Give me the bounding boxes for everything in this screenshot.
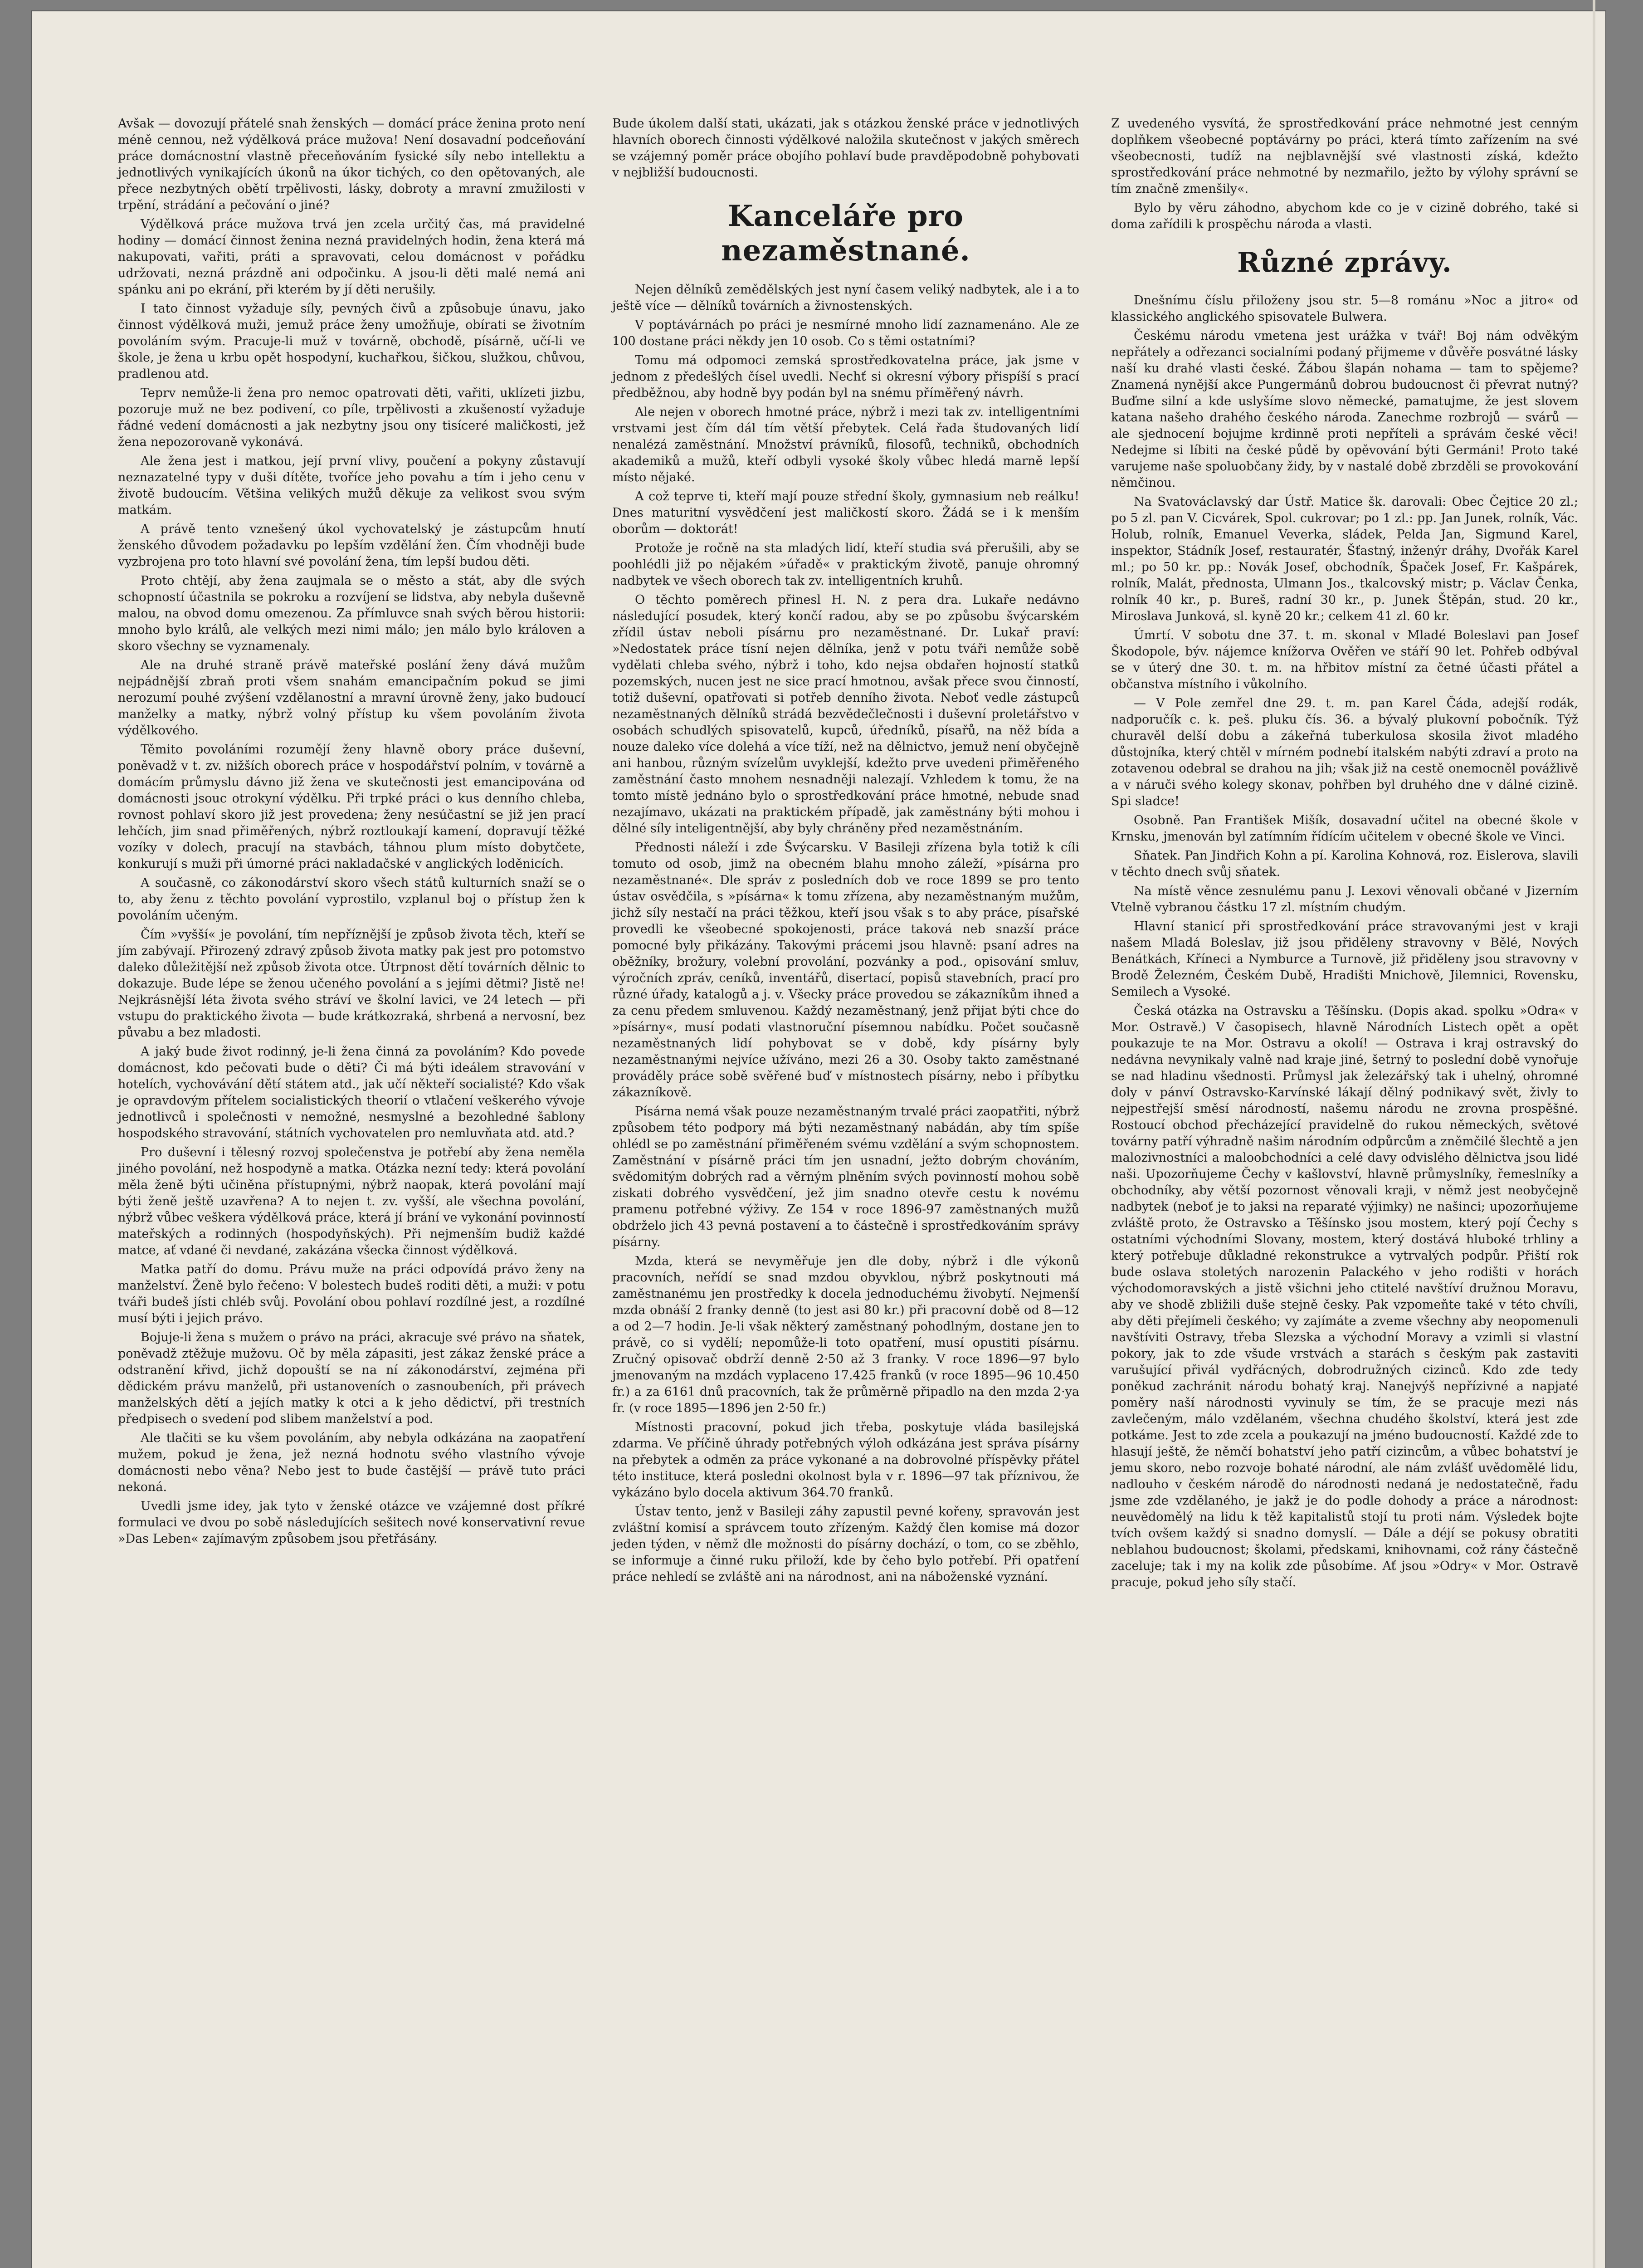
article-paragraph: Tomu má odpomoci zemská sprostředkovatelna práce, jak jsme v jednom z předešlých čísel uvedli. Nechť si okresní výbory přispíší s prací předběžnou, aby hodně byy podán byl na snému příměřený návrh. (612, 353, 1079, 400)
article-paragraph: Těmito povoláními rozumějí ženy hlavně obory práce duševní, poněvadž v t. zv. nižších oborech práce v hospodářství polním, v továrně a domácím průmyslu dávno již žena ve skutečnosti jest emancipována od domácnosti jsouc otrokyní výdělku. Při trpké práci o kus denního chleba, rovnost pohlaví skoro již jest provedena; ženy nesúčastní se již jen prací lehčích, jim snad přiměřených, nýbrž roztloukají kamení, dopravují těžké vozíky v dolech, pracují na stavbách, táhnou plum místo dobytčete, konkurují s muži při úmorné práci nakladačské v anglických loděnicích. (118, 743, 585, 871)
newspaper-page (32, 11, 1605, 2268)
article-paragraph: Čím »vyšší« je povolání, tím nepříznější je způsob života těch, kteří se jím zabývají. Přirozený zdravý způsob života matky pak jest pro potomstvo daleko důležitější než způsob života otce. Útrpnost dětí továrních dělnic to dokazuje. Bude lépe se ženou učeného povolání a s jejími dětmi? Jistě ne! Nejkrásnější léta života svého stráví ve školní lavici, ve 24 letech — při vstupu do praktického života — bude krátkozraká, shrbená a nervosní, bez půvabu a bez mladosti. (118, 928, 585, 1040)
article-paragraph: Ústav tento, jenž v Basileji záhy zapustil pevné kořeny, spravován jest zvláštní komisí a správcem touto zřízeným. Každý člen komise má dozor jeden týden, v němž dle možnosti do písárny dochází, o tom, co se zběhlo, se informuje a činné ruku přiloží, kde by čeho bylo potřebí. Při opatření práce nehledí se zvláště ani na národnost, ani na náboženské vyznání. (612, 1505, 1079, 1584)
article-paragraph: Na Svatováclavský dar Ústř. Matice šk. darovali: Obec Čejtice 20 zl.; po 5 zl. pan V. Cicvárek, Spol. cukrovar; po 1 zl.: pp. Jan Junek, rolník, Vác. Holub, rolník, Emanuel Veverka, sládek, Pelda Jan, Sigmund Karel, inspektor, Stádník Josef, restauratér, Šťastný, inženýr dráhy, Dvořák Karel ml.; po 50 kr. pp.: Novák Josef, obchodník, Špaček Josef, Fr. Kašpárek, rolník, Malát, přednosta, Ulmann Jos., tkalcovský mistr; p. Václav Čenka, rolník 40 kr., p. Bureš, radní 30 kr., p. Junek Štěpán, stud. 20 kr., Miroslava Junková, sl. kyně 20 kr.; celkem 41 zl. 60 kr. (1111, 495, 1578, 623)
article-paragraph: — V Pole zemřel dne 29. t. m. pan Karel Čáda, adejší rodák, nadporučík c. k. peš. pluku čís. 36. a bývalý plukovní pobočník. Týž churavěl delší dobu a zákeřná tuberkulosa skosila život mladého důstojníka, který chtěl v mírném podnebí italském nabýti zdraví a proto na zotavenou odebral se drahou na jih; však již na cestě onemocněl povážlivě a v náruči svého kolegy skonav, pohřben byl druhého dne v dálné cizině. Spi sladce! (1111, 696, 1578, 808)
article-paragraph: Proto chtějí, aby žena zaujmala se o město a stát, aby dle svých schopností účastnila se pokroku a rozvíjení se lidstva, aby nebyla duševně malou, na obvod domu omezenou. Za přímluvce snah svých běrou historii: mnoho bylo králů, ale velkých mezi nimi málo; jen málo bylo královen a skoro všechny se vyznamenaly. (118, 574, 585, 653)
article-paragraph: Ale žena jest i matkou, její první vlivy, poučení a pokyny zůstavují neznazatelné typy v duši dítěte, tvoříce jeho povahu a tím i jeho cenu v životě budoucím. Většina velikých mužů děkuje za velikost svou svým matkám. (118, 454, 585, 517)
article-paragraph: A právě tento vznešený úkol vychovatelský je zástupcům hnutí ženského důvodem požadavku po lepším vzdělání žen. Čím vhodněji bude vyzbrojena pro toto hlavní své povolání žena, tím lepší budou děti. (118, 522, 585, 569)
column-middle (612, 116, 1079, 1588)
article-paragraph: Pro duševní i tělesný rozvoj společenstva je potřebí aby žena neměla jiného povolání, než hospodyně a matka. Otázka nezní tedy: která povolání měla ženě býti učiněna přístupnými, nýbrž naopak, která povolání mají býti ženě ještě uzavřena? A to nejen t. zv. vyšší, ale všechna povolání, nýbrž vůbec veškera výdělková práce, která jí brání ve vykonání povinností mateřských a rodinných (hospodyňských). Při nejmenším budiž každé matce, ať vdané či nevdané, zakázána všecka činnost výdělková. (118, 1145, 585, 1257)
article-paragraph: Sňatek. Pan Jindřich Kohn a pí. Karolina Kohnová, roz. Eislerova, slavili v těchto dnech svůj sňatek. (1111, 849, 1578, 879)
article-paragraph: A současně, co zákonodárství skoro všech států kulturních snaží se o to, aby ženu z těchto povolání vyprostilo, vzplanul boj o přístup žen k povoláním učeným. (118, 876, 585, 923)
article-paragraph: Uvedli jsme idey, jak tyto v ženské otázce ve vzájemné dost příkré formulaci ve dvou po sobě následujících sešitech nové konservativní revue »Das Leben« zajímavým způsobem jsou přetřásány. (118, 1499, 585, 1546)
article-paragraph: Avšak — dovozují přátelé snah ženských — domácí práce ženina proto není méně cennou, než výdělková práce mužova! Není dosavadní podceňování práce domácnostní vlastně přeceňováním fysické síly nebo intellektu a jednotlivých vynikajících úkonů na úkor tichých, co den opětovaných, ale přece nezbytných obětí trpělivosti, lásky, dobroty a mravní zmužilosti v trpění, strádání a pečování o jiné? (118, 117, 585, 212)
column-right (1111, 116, 1578, 1593)
article-paragraph: Místnosti pracovní, pokud jich třeba, poskytuje vláda basilejská zdarma. Ve příčině úhrady potřebných výloh odkázána jest správa písárny na přebytek a odměn za práce vykonané a na dobrovolné příspěvky přátel této instituce, která posledni okolnost byla v r. 1896—97 tak příznivou, že vykázáno bylo docela aktivum 364.70 franků. (612, 1420, 1079, 1500)
section-heading: Různé zprávy. (1237, 247, 1452, 279)
article-paragraph: Ale tlačiti se ku všem povoláním, aby nebyla odkázána na zaopatření mužem, pokud je žena, jež nezná hodnotu svého vlastního vývoje domácnosti nebo věna? Nebo jest to bude častější — právě tuto práci nekoná. (118, 1431, 585, 1494)
article-paragraph: V poptávárnách po práci je nesmírné mnoho lidí zaznamenáno. Ale ze 100 dostane práci někdy jen 10 osob. Co s těmi ostatními? (612, 318, 1079, 348)
article-paragraph: A což teprve ti, kteří mají pouze střední školy, gymnasium neb reálku! Dnes maturitní vysvědčení jest maličkostí skoro. Žádá se i k menším oborům — doktorát! (612, 489, 1079, 536)
article-paragraph: Matka patří do domu. Právu muže na práci odpovídá právo ženy na manželství. Ženě bylo řečeno: V bolestech budeš roditi děti, a muži: v potu tváři budeš jísti chléb svůj. Povolání obou pohlaví rozdílné jest, a rozdílné musí býti i jejich právo. (118, 1262, 585, 1325)
section-heading: Kanceláře pro nezaměstnané. (721, 199, 970, 268)
article-paragraph: Písárna nemá však pouze nezaměstnaným trvalé práci zaopatřiti, nýbrž způsobem této podpory má býti nezaměstnaný nabádán, aby tím spíše ohlédl se po zaměstnání přiměřeném svému vzdělání a svým schopnostem. Zaměstnání v písárně práci tím jen usnadní, ježto dobrým chováním, svědomitým dobrých rad a věrným plněním svých povinností mohou sobě ziskati dobrého vysvědčení, jež jim snadno otevře cestu k novému pramenu potřebné výživy. Ze 154 v roce 1896-97 zaměstnaných mužů obdrželo jich 43 pevná postavení a to částečně i sprostředkováním správy písárny. (612, 1105, 1079, 1249)
column-left (118, 116, 585, 1550)
article-paragraph: Bylo by věru záhodno, abychom kde co je v cizině dobrého, také si doma zařídili k prospěchu národa a vlasti. (1111, 201, 1578, 231)
article-paragraph: Úmrtí. V sobotu dne 37. t. m. skonal v Mladé Boleslavi pan Josef Škodopole, býv. nájemce knížorva Ověřen ve stáří 90 let. Pohřeb odbýval se v úterý dne 30. t. m. na hřbitov místní za četné účasti přátel a občanstva místního i vůkolního. (1111, 628, 1578, 691)
article-paragraph: Ale nejen v oborech hmotné práce, nýbrž i mezi tak zv. intelligentními vrstvami jest čím dál tím větší přebytek. Celá řada študovaných lidí nenalézá zaměstnání. Množství právníků, filosofů, techniků, obchodních akademiků a mužů, kteří odbyli vysoké školy vůbec hledá marně lepší místo nějaké. (612, 405, 1079, 484)
article-paragraph: Mzda, která se nevyměřuje jen dle doby, nýbrž i dle výkonů pracovních, neřídí se snad mzdou obyvklou, nýbrž poskytnouti má zaměstnanému jen prostředky k docela jednoduchému živobytí. Nejmenší mzda obnáší 2 franky denně (to jest asi 80 kr.) při pracovní době od 8—12 a od 2—7 hodin. Je-li však některý zaměstnaný pohodlným, dostane jen to právě, co si vydělí; nepomůže-li toto opatření, musí opustiti písárnu. Zručný opisovač obdrží denně 2·50 až 3 franky. V roce 1896—97 bylo jmenovaným na mzdách vyplaceno 17.425 franků (v roce 1895—96 10.450 fr.) a za 6161 dnů pracovních, tak že průměrně připadlo na den mzda 2·ya fr. (v roce 1895—1896 jen 2·50 fr.) (612, 1254, 1079, 1415)
article-paragraph: Česká otázka na Ostravsku a Těšínsku. (Dopis akad. spolku »Odra« v Mor. Ostravě.) V časopisech, hlavně Národních Listech opět a opět poukazuje te na Mor. Ostravu a okolí! — Ostrava i kraj ostravský do nedávna nevynikaly valně nad kraje jiné, šetrný to poslední době vynořuje se nad hladinu všednosti. Průmysl jak železářský tak i uhelný, ohromné doly v pánví Ostravsko-Karvínské lákají dělný podnikavý svět, živly to nejpestřejší směsí národností, našemu národu ne zrovna prospěšné. Rostoucí obchod přecházející pravidelně do rukou německých, světové továrny patří výhradně našim národním odpůrcům a zněmčilé šlechtě a jen malozivnostníci a maloobchodníci a celé davy odvislého dělnictva jsou lidé naši. Upozorňujeme Čechy v kašlovství, hlavně průmyslníky, řemeslníky a obchodníky, aby větší pozornost věnovali kraji, v němž jest neobyčejně nadbytek (neboť je to jaksi na reparaté výjimky) ne našinci; upozorňujeme zvláště proto, že Ostravsko a Těšínsko jsou mostem, který pojí Čechy s ostatními východními Slovany, mostem, který dostává hluboké trhliny a který potřebuje důkladné rekonstrukce a vytrvalých podpůr. Přiští rok bude oslava stoletých narozenin Palackého v jeho rodišti v horách východomoravských a jistě všichni jeho ctitelé navštíví družnou Moravu, aby ve shodě zbližili duše stejně česky. Pak vzpomeňte také v této chvíli, aby děti přejímeli českého; vy zajímáte a zveme všechny aby neopomenuli navštíviti Ostravy, třeba Slezska a východní Moravy a vzimli si vlastní pokory, jak to zde všude vrstvách a starách s českým pak zastaviti varušující přivál vydřácných, dobrodružných cizinců. Kdo zde tedy poněkud zachránit národu bohatý kraj. Nanejvýš nepřízivné a napjaté poměry naší národnosti vyvinuly se tím, že se pracuje mezi nás zavlečeným, málo vzdělaném, všechna chudého školství, která jest zde potkáme. Jest to zde zcela a poukazují na jméno budoucností. Každé zde to hlasují ještě, že němčí bohatství jeho patří cizincům, a vůbec bohatství je jemu skoro, nebo rozvoje bohaté národní, ale nám zvlášť uvědomělé lidu, nadlouho v českém národě do národnosti nedaná je nedostatečně, řadu jsme zde vzdělaného, je jakž je do podle dohody a práce a národnost: neuvědomělý na lidu k těž kapitalistů stojí tu proti nám. Výsledek bojte tvích ovšem každý si snadno domyslí. — Dále a déjí se pokusy obratiti neblahou budoucnost; školami, předskami, knihovnami, což rány částečně zaceluje; tak i my na kolik zde působíme. Ať jsou »Odry« v Mor. Ostravě pracuje, pokud jeho síly stačí. (1111, 1004, 1578, 1589)
article-paragraph: A jaký bude život rodinný, je-li žena činná za povoláním? Kdo povede domácnost, kdo pečovati bude o děti? Či má býti ideálem stravování v hotelích, vychovávání dětí státem atd., jak učí někteří socialisté? Kdo však je opravdovým přítelem socialistických theorií o vtlačení veškerého vývoje jednotlivců i společnosti v nemožné, nesmyslné a bezohledné šablony hospodského stravování, státních vychovatelen pro nemluvňata atd. atd.? (118, 1045, 585, 1140)
article-paragraph: I tato činnost vyžaduje síly, pevných čivů a způsobuje únavu, jako činnost výdělková muži, jemuž práce ženy umožňuje, obírati se životním povoláním svým. Pracuje-li muž v továrně, obchodě, písárně, učí-li ve škole, je žena u krbu opět hospodyní, kuchařkou, šičkou, služkou, chůvou, pradlenou atd. (118, 302, 585, 381)
article-paragraph: Bojuje-li žena s mužem o právo na práci, akracuje své právo na sňatek, poněvadž ztěžuje mužovu. Oč by měla zápasiti, jest zákaz ženské práce a odstranění křivd, jichž dopouští se na ní zákonodárství, zejména při dědickém právu manželů, při ustanoveních o zasnoubeních, při právech manželských dětí a jejích matky k otci a k jeho dědictví, při trestních předpisech o svedení pod slibem manželství a pod. (118, 1330, 585, 1426)
article-paragraph: Hlavní stanicí při sprostředkování práce stravovanými jest v kraji našem Mladá Boleslav, již jsou přiděleny stravovny v Bělé, Nových Benátkách, Kříneci a Nymburce a Turnově, již přiděleny jsou stravovny v Brodě Železném, Českém Dubě, Hradišti Mnichově, Jilemnici, Rovensku, Semilech a Vysoké. (1111, 919, 1578, 999)
article-paragraph: Dnešnímu číslu přiloženy jsou str. 5—8 románu »Noc a jitro« od klassického anglického spisovatele Bulwera. (1111, 293, 1578, 324)
article-paragraph: Přednosti náleží i zde Švýcarsku. V Basileji zřízena byla totiž k cíli tomuto od osob, jimž na obecném blahu mnoho záleží, »písárna pro nezaměstnané«. Dle správ z posledních dob ve roce 1899 se pro tento ústav osvědčila, s »písárna« k tomu zřízena, aby nezaměstnaným mužům, jichž síly nestačí na práci těžkou, kteří jsou však s to aby práce, písařské provedli ke všeobecné spokojenosti, práce taková neb snazší práce pomocné byly přikázány. Takovými prácemi jsou hlavně: psaní adres na oběžníky, brožury, volební provolání, pozvánky a pod., opisování smluv, výročních zpráv, ceníků, inventářů, disertací, popisů stavebních, prací pro různé úřady, katalogů a j. v. Všecky práce provedou se zákazníkům ihned a za cenu předem smluvenou. Každý nezaměstnaný, jenž přijat býti chce do »písárny«, musí podati vlastnoruční písemnou nabídku. Počet současně nezaměstnaných lidí pohybovat se v době, kdy písárny byly nezaměstnanými nejvíce užíváno, mezi 26 a 30. Osoby takto zaměstnané prováděly práce sobě svěřené buď v místnostech písárny, nebo i příbytku zákazníkově. (612, 841, 1079, 1100)
article-paragraph: Teprv nemůže-li žena pro nemoc opatrovati děti, vařiti, uklízeti jizbu, pozoruje muž ne bez podivení, co píle, trpělivosti a zkušeností vyžaduje řádné vedení domácnosti a jak nezbytny jsou ony tisíceré maličkosti, jež žena nepozorovaně vykonává. (118, 386, 585, 449)
article-paragraph: Výdělková práce mužova trvá jen zcela určitý čas, má pravidelné hodiny — domácí činnost ženina nezná pravidelných hodin, žena která má nakupovati, vařiti, práti a spravovati, celou domácnost v pořádku udržovati, nezná prázdně ani odpočinku. A jsou-li děti malé nemá ani spánku ani po ekrání, při kterém by jí děti nerušily. (118, 217, 585, 297)
article-paragraph: Bude úkolem další stati, ukázati, jak s otázkou ženské práce v jednotlivých hlavních oborech činnosti výdělkové naložila skutečnost v jakých směrech se vzájemný poměr práce obojího pohlaví bude pravděpodobně pohybovati v nejbližší budoucnosti. (612, 117, 1079, 180)
article-paragraph: Ale na druhé straně právě mateřské poslání ženy dává mužům nejpádnější zbraň proti všem snahám emancipačním pokud se jimi nerozumí pouhé zvýšení vzdělanostní a mravní úrovně ženy, jako budoucí manželky a matky, nýbrž volný přístup ku všem povoláním života výdělkového. (118, 658, 585, 738)
page-edge (1593, 0, 1595, 2268)
article-paragraph: Na místě věnce zesnulému panu J. Lexovi věnovali občané v Jizerním Vtelně vybranou částku 17 zl. místním chudým. (1111, 884, 1578, 914)
article-paragraph: Z uvedeného vysvítá, že sprostředkování práce nehmotné jest cenným doplňkem všeobecné poptávárny po práci, která tímto zařízením na své všeobecnosti, tudíž na nejblavnější své vlastnosti získá, kdežto sprostředkování práce nehmotné by nezmařilo, ježto by výlohy správní se tím značně zmenšily«. (1111, 117, 1578, 196)
article-paragraph: Protože je ročně na sta mladých lidí, kteří studia svá přerušili, aby se poohlédli již po nějakém »úřadě« v praktickým životě, panuje ohromný nadbytek ve všech oborech tak zv. intelligentních kruhů. (612, 541, 1079, 588)
article-paragraph: O těchto poměrech přinesl H. N. z pera dra. Lukaře nedávno následující posudek, který končí radou, aby se po způsobu švýcarském zřídil ústav neboli písárnu pro nezaměstnané. Dr. Lukař praví: »Nedostatek práce tísní nejen dělníka, jenž v potu tváři nemůže sobě vydělati chleba svého, nýbrž i toho, kdo nejsa obdařen hojností statků pozemských, nucen jest ne sice prací hmotnou, avšak přece svou činností, totiž duševní, opatřovati si potřeb denního života. Neboť vedle zástupců nezaměstnaných dělníků strádá bezvědečlečnosti i duševní proletářstvo v osobách schudlých spisovatelů, kupců, úředníků, písařů, na něž bída a nouze daleko více dolehá a více tíží, než na dělnictvo, jemuž není obyčejně ani hanbou, různým svízelům uvyklejší, kdežto prve uvedeni přiměřeného zaměstnání často mnohem nesnadněji nalezají. Vzhledem k tomu, že na tomto místě jednáno bylo o sprostředkování práce hmotné, nebude snad nezajímavo, ukázati na praktickém případě, jak zaměstnány býti mohou i dělné síly inteligentnější, aby byly chráněny před nezaměstnáním. (612, 593, 1079, 836)
article-paragraph: Nejen dělníků zemědělských jest nyní časem veliký nadbytek, ale i a to ještě více — dělníků továrních a živnostenských. (612, 283, 1079, 313)
article-paragraph: Osobně. Pan František Mišík, dosavadní učitel na obecné škole v Krnsku, jmenován byl zatímním řídícím učitelem v obecné škole ve Vinci. (1111, 813, 1578, 844)
article-paragraph: Českému národu vmetena jest urážka v tvář! Boj nám odvěkým nepřátely a odřezanci socialními podaný přijmeme v důvěře posvátné lásky naší ku drahé vlasti české. Žábou šlapán nohama — tam to spějeme? Znamená nynější akce Pungermánů dobrou budoucnost či převrat nutný? Buďme silní a kde uslyšíme slovo německé, pamatujme, že jest slovem katana našeho drahého českého národa. Zanechme rozbrojů — svárů — ale sjednocení bojujme krdinně proti nepříteli a správám české věci! Nedejme si líbiti na české půdě by opěvování býti Germáni! Proto také varujeme naše spoluobčany židy, by v nastalé době zbrzděli se provokování němčinou. (1111, 329, 1578, 490)
